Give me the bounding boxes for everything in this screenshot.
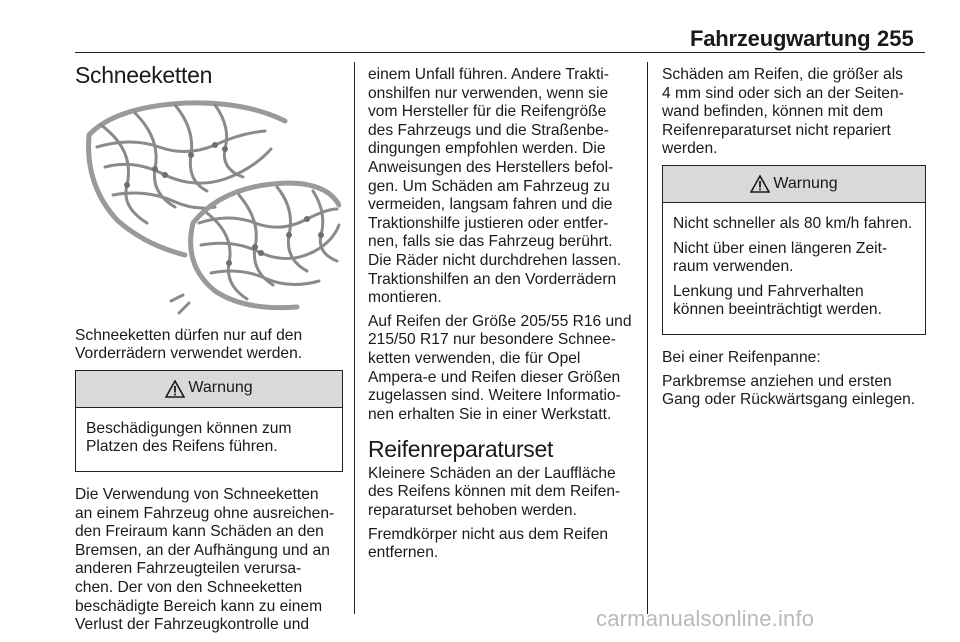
warning-triangle-icon <box>165 380 185 398</box>
column-divider-2 <box>647 62 648 614</box>
page-number: 255 <box>877 26 914 51</box>
warning-text: Beschädigungen können zum Platzen des Reifens führen. <box>86 419 292 456</box>
warning-label: Warnung <box>773 174 838 192</box>
paragraph-chain-clearance: Die Verwendung von Schneeketten an einem Fahrzeug ohne ausreichen- den Freiraum kann Schäden an den Bremsen, an der Aufhängung und an anderen Fahrzeugteilen verursa- chen. Der von den Schneeketten beschädigte Bereich kann zu einem Verlust der Fahrzeugkontrolle und <box>75 485 335 634</box>
paragraph-snow-chains-front: Schneeketten dürfen nur auf den Vorderrädern verwendet werden. <box>75 326 303 363</box>
section-title-schneeketten: Schneeketten <box>75 62 213 88</box>
snow-chains-illustration <box>75 95 341 317</box>
paragraph-damage-limits: Schäden am Reifen, die größer als 4 mm sind oder sich an der Seiten- wand befinden, können mit dem Reifenreparaturset nicht repariert werden. <box>662 66 904 158</box>
warning-item: Lenkung und Fahrverhalten können beeinträchtigt werden. <box>673 282 882 319</box>
warning-header <box>663 166 925 203</box>
warning-box-tire-damage <box>75 370 343 472</box>
warning-triangle-icon <box>750 175 770 193</box>
section-title-reifenreparaturset: Reifenreparaturset <box>368 436 554 463</box>
paragraph-flat-tire: Bei einer Reifenpanne: <box>662 348 821 366</box>
warning-label: Warnung <box>188 379 253 397</box>
paragraph-tire-sizes: Auf Reifen der Größe 205/55 R16 und 215/50 R17 nur besondere Schnee- ketten verwenden, die für Opel Ampera-e und Reifen dieser Größen zugelassen sind. Weitere Informatio- nen erhalten Sie in einer Werkstatt. <box>368 312 632 423</box>
warning-box-repair-kit <box>662 165 926 335</box>
column-1 <box>75 62 343 640</box>
column-2 <box>368 66 634 568</box>
header-rule <box>75 52 925 53</box>
column-3 <box>662 66 926 415</box>
watermark: carmanualsonline.info <box>596 606 815 631</box>
warning-item: Nicht über einen längeren Zeit- raum verwenden. <box>673 239 888 276</box>
warning-item: Nicht schneller als 80 km/h fahren. <box>673 214 913 232</box>
column-divider-1 <box>354 62 355 614</box>
warning-header <box>76 371 342 408</box>
paragraph-traction-aids: einem Unfall führen. Andere Trakti- onshilfen nur verwenden, wenn sie vom Hersteller für die Reifengröße des Fahrzeugs und die Straßenbe- dingungen empfohlen werden. Die Anweisungen des Herstellers befol- gen. Um Schäden am Fahrzeug zu vermeiden, langsam fahren und die Traktionshilfe justieren oder entfer- nen, falls sie das Fahrzeug berührt. Die Räder nicht durchdrehen lassen. Traktionshilfen an den Vorderrädern montieren. <box>368 66 622 307</box>
paragraph-parking-brake: Parkbremse anziehen und ersten Gang oder Rückwärtsgang einlegen. <box>662 372 916 409</box>
paragraph-foreign-objects: Fremdkörper nicht aus dem Reifen entfernen. <box>368 525 609 562</box>
header-title: Fahrzeugwartung <box>690 26 871 51</box>
paragraph-repair-kit: Kleinere Schäden an der Lauffläche des Reifens können mit dem Reifen- reparaturset behoben werden. <box>368 464 621 520</box>
